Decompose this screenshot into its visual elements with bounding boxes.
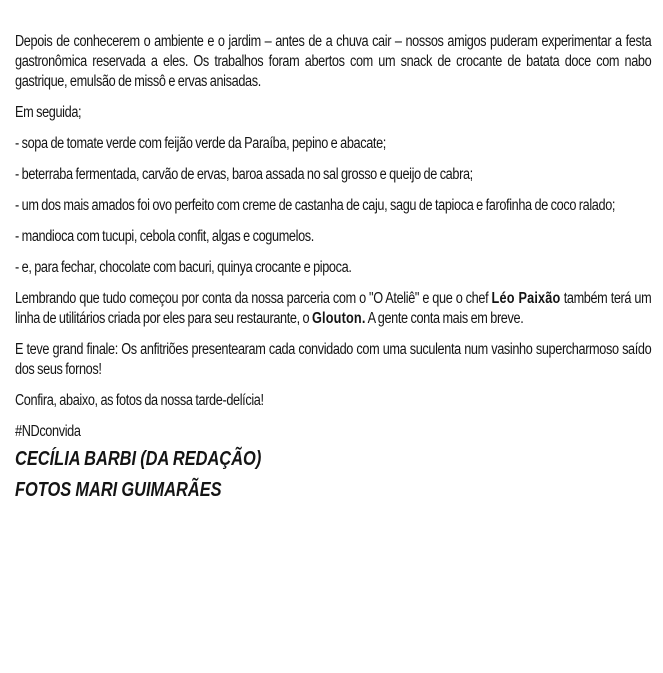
menu-item-3: - um dos mais amados foi ovo perfeito com creme de castanha de caju, sagu de tapioca e farofinha de coco ralado; [15, 197, 616, 214]
hashtag: #NDconvida [15, 423, 81, 440]
menu-item-5: - e, para fechar, chocolate com bacuri, quinya crocante e pipoca. [15, 259, 352, 276]
restaurant-name: Glouton. [311, 310, 366, 327]
partnership-paragraph [15, 289, 651, 329]
photo-credit: FOTOS MARI GUIMARÃES [15, 479, 222, 501]
intro-paragraph: Depois de conhecerem o ambiente e o jardim – antes de a chuva cair – nossos amigos puderam experimentar a festa gastronômica reservada a eles. Os trabalhos foram abertos com um snack de crocante de batata doce com nabo gastrique, emulsão de missô e ervas anisadas. [15, 33, 652, 90]
finale-paragraph: E teve grand finale: Os anfitriões presentearam cada convidado com uma suculenta num vasinho supercharmoso saído dos seus fornos! [15, 341, 652, 378]
partnership-text-2: também terá um linha de utilitários criada por eles para seu restaurante, o [15, 290, 652, 327]
menu-item-2: - beterraba fermentada, carvão de ervas, baroa assada no sal grosso e queijo de cabra; [15, 166, 473, 183]
chef-name: Léo Paixão [491, 290, 561, 307]
author-credit: CECÍLIA BARBI (DA REDAÇÃO) [15, 448, 262, 470]
partnership-text-1: Lembrando que tudo começou por conta da nossa parceria com o "O Ateliê" e que o chef [15, 290, 492, 307]
menu-item-1: - sopa de tomate verde com feijão verde da Paraíba, pepino e abacate; [15, 135, 386, 152]
article-body [15, 32, 651, 508]
sequence-label: Em seguida; [15, 104, 82, 121]
partnership-text-3: A gente conta mais em breve. [365, 310, 524, 327]
menu-item-4: - mandioca com tucupi, cebola confit, algas e cogumelos. [15, 228, 314, 245]
photos-invite: Confira, abaixo, as fotos da nossa tarde-delícia! [15, 392, 264, 409]
